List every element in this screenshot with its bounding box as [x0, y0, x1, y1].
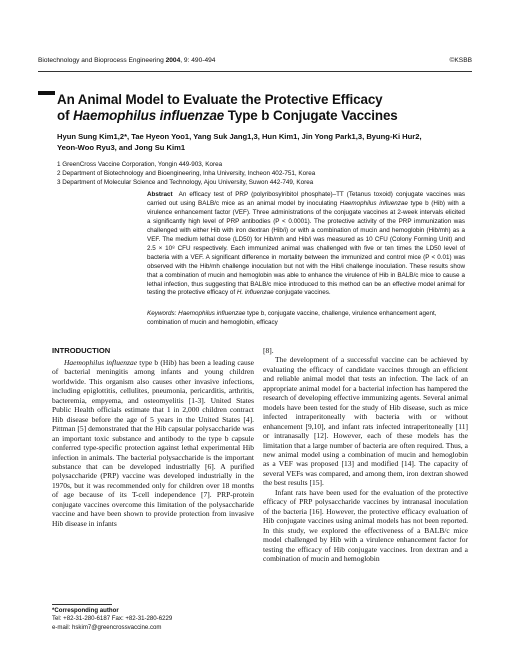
paragraph: Haemophilus influenzae type b (Hib) has been a leading cause of bacterial meningitis among infants and young children worldwide. This organism also causes other invasive infections, including epiglottitis, cellulites, pneumonia, pericarditis, arthritis, bacteremia, empyema, and osteomyelitis [1-3]. United States Public Health officials estimate that 1 in 2,000 children contract Hib disease before the age of 5 years in the United States [4]. Pittman [5] demonstrated that the Hib capsular polysaccharide was an important toxic substance and antibody to the type b capsule conferred type-specific protection against lethal experimental Hib infection in animals. The bacterial polysaccharide is the important substance that can be developed industrially [6]. A purified polysaccharide (PRP) vaccine was developed industrially in the 1970s, but it was recommended only for children over 18 months of age because of its T-cell independence [7]. PRP-protein conjugate vaccines overcome this limitation of the polysaccharide vaccine and have been shown to provide protection from invasive Hib disease in infants	[52, 358, 255, 528]
corresponding-author-footnote: *Corresponding author Tel: +82-31-280-6187 Fax: +82-31-280-6229 e-mail: hskim7@greencrossvaccine.com	[52, 607, 173, 631]
affiliation-1: 1 GreenCross Vaccine Corporation, Yongin 449-903, Korea	[57, 161, 223, 168]
section-heading-introduction: INTRODUCTION	[52, 346, 111, 355]
keywords-label: Keywords:	[147, 310, 177, 317]
title-marker-bar	[38, 91, 55, 95]
abstract: Abstract An efficacy test of PRP (polyribosylribitol phosphate)–TT (Tetanus toxoid) conjugate vaccines was carried out using BALB/c mice as an animal model by inoculating Haemophilus influenzae type b (Hib) with a virulence enhancement factor (VEF). Three administrations of the conjugate vaccines at 2-week intervals elicited a significantly high level of PRP antibodies (P < 0.0001). The protective activity of the PRP immunization was challenged with either Hib with iron dextran (Hib/i) or with a combination of mucin and hemoglobin (Hib/mh) as a VEF. The medium lethal dose (LD50) for Hib/mh and Hib/i was measured as 10 CFU (Colony Forming Unit) and 2.5 × 10⁸ CFU respectively. Each immunized animal was challenged with five or ten times the LD50 level of bacteria with a VEF. A significant difference in mortality between the immunized and control mice (P < 0.01) was observed with the Hib/mh challenge inoculation but not with the Hib/i challenge inoculation. These results show that a combination of mucin and hemoglobin was able to enhance the virulence of Hib in BALB/c mice to cause a lethal infection, thus suggesting that BALB/c mice introduced to this method can be an effective model animal for testing the protective efficacy of H. influenzae conjugate vaccines.	[147, 191, 466, 297]
paragraph: Infant rats have been used for the evaluation of the protective efficacy of PRP polysaccharide vaccines by intranasal inoculation of the bacteria [16]. However, the protective efficacy evaluation of Hib conjugate vaccines using animal models has not been reported. In this study, we explored the effectiveness of a BALB/c mice model challenged by Hib with a virulence enhancement factor for testing the efficacy of Hib conjugate vaccines. Iron dextran and a combination of mucin and hemoglobin	[263, 487, 468, 563]
body-column-right	[263, 346, 468, 563]
affiliation-3: 3 Department of Molecular Science and Technology, Ajou University, Suwon 442-749, Korea	[57, 179, 314, 187]
author-list: Hyun Sung Kim1,2*, Tae Hyeon Yoo1, Yang Suk Jang1,3, Hun Kim1, Jin Yong Park1,3, Byung-Ki Hur2, Yeon-Woo Ryu3, and Jong Su Kim1	[57, 132, 422, 152]
header-rule	[38, 71, 472, 72]
paragraph-continuation: [8].	[263, 346, 274, 355]
paragraph: The development of a successful vaccine can be achieved by evaluating the efficacy of candidate vaccines through an efficient and reliable animal model that tests an infection. The lack of an appropriate animal model for a bacterial infection has hampered the research of developing effective immunizing agents. Several animal models have been tested for the study of Hib disease, such as mice infected intraperitoneally with bacteria with or without enhancement [9,10], and infant rats infected intraperitoneally [11] or intranasally [12]. However, each of these models has the limitation that a large number of bacteria are often required. Thus, a new animal model using a combination of mucin and hemoglobin as a VEF was proposed [13] and modified [14]. The capacity of several VEFs was compared, and among them, iron dextran showed the best results [15].	[263, 355, 468, 488]
body-column-left	[52, 358, 254, 528]
abstract-label: Abstract	[147, 191, 173, 198]
footnote-rule	[52, 604, 112, 605]
affiliations	[57, 160, 477, 187]
journal-citation: Biotechnology and Bioprocess Engineering 2004, 9: 490-494	[38, 57, 216, 64]
paper-title: An Animal Model to Evaluate the Protective Efficacy of Haemophilus influenzae Type b Conjugate Vaccines	[57, 92, 398, 123]
running-header	[38, 57, 472, 69]
publisher-mark: ©KSBB	[449, 57, 472, 64]
keywords: Keywords: Haemophilus influenzae type b, conjugate vaccine, challenge, virulence enhancement agent, combination of mucin and hemoglobin, efficacy	[147, 310, 437, 326]
affiliation-2: 2 Department of Biotechnology and Bioengineering, Inha University, Incheon 402-751, Korea	[57, 170, 316, 178]
